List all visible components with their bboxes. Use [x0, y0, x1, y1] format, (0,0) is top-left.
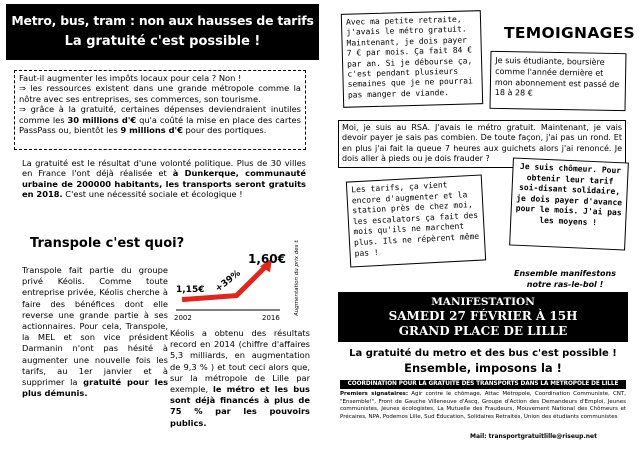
price-end-label: 1,60€	[248, 252, 286, 266]
testimony-escalators: Les tarifs, ça vient encore d'augmenter et la station près de chez moi, les escalators ça fait des mois qu'ils ne marchent plus. Ils ne répèrent même pas !	[346, 175, 486, 268]
testimony-rsa: Moi, je suis au RSA. J'avais le métro gratuit. Maintenant, je vais devoir payer je sais pas combien. De toute façon, j'ai pas un rond. Et en plus j'ai fait la queue 7 heures aux guichets alors j'ai renoncé. Je dois aller à pieds ou je dois frauder ?	[338, 120, 626, 168]
price-chart	[170, 240, 320, 322]
growth-label: +39%	[213, 268, 243, 295]
testimony-retiree: Avec ma petite retraite, j'avais le métro gratuit. Maintenant, je dois payer 7 € par mois. Ça fait 84 € par an. Si je débourse ça, c'est pendant plusieurs semaines que je ne pourrai pas manger de viande.	[341, 10, 483, 108]
chart-vertical-label: Augmentation du prix des tickets	[294, 240, 300, 316]
slogan: Ensemble manifestons notre ras-le-bol !	[514, 269, 616, 289]
contact-email[interactable]: Mail: transportgratuitlille@riseup.net	[470, 433, 597, 440]
testimony-unemployed: Je suis chômeur. Pour obtenir leur tarif soi-disant solidaire, je dois payer d'avance pour le mois. J'ai pas les moyens !	[509, 158, 629, 251]
year-start-label: 2002	[174, 314, 192, 322]
main-slogan	[338, 347, 628, 376]
price-start-label: 1,15€	[176, 285, 205, 295]
demo-line3: GRAND PLACE DE LILLE	[398, 324, 568, 338]
coordination-banner: COORDINATION POUR LA GRATUITÉ DES TRANSPORTS DANS LA MÉTROPOLE DE LILLE	[340, 380, 626, 389]
demonstration-banner	[338, 292, 628, 342]
main-slogan-line2: Ensemble, imposons la !	[404, 361, 562, 375]
intro-question: Faut-il augmenter les impôts locaux pour cela ? Non !	[19, 73, 242, 83]
price-chart-svg	[170, 240, 320, 322]
testimony-student: Je suis étudiante, boursière comme l'année dernière et mon abonnement est passé de 18 à 28 €	[490, 51, 627, 111]
transpole-subtitle: Transpole c'est quoi?	[30, 236, 185, 251]
main-title-banner	[6, 4, 319, 60]
main-title-line2: La gratuité c'est possible !	[64, 34, 261, 49]
demo-line2: SAMEDI 27 FÉVRIER À 15H	[388, 309, 578, 323]
intro-point1: ⇒ les ressources existent dans une grande métropole comme la nôtre avec ses entreprises, ses commerces, son tourisme.	[19, 83, 301, 104]
transpole-column-2: Kéolis a obtenu des résultats record en 2014 (chiffre d'affaires 5,3 milliards, en augmentation de 9,3 % ) et tout ceci alors que, sur la métropole de Lille par exemple, le métro et les bus sont déjà financés à plus de 75 % par les pouvoirs publics.	[170, 328, 310, 428]
demo-line1: MANIFESTATION	[431, 296, 535, 308]
intro-point2: ⇒ grâce à la gratuité, certaines dépenses deviendraient inutiles comme les 30 millions d'€ qu'a coûté la mise en place des cartes PassPass ou, bientôt les 9 millions d'€ pour des portiques.	[19, 104, 301, 136]
intro-box	[14, 70, 306, 150]
testimonies-title: TEMOIGNAGES	[504, 24, 635, 42]
year-end-label: 2016	[262, 314, 280, 322]
signatories: Premiers signataires: Agir contre le chômage, Attac Métropole, Coordination Communiste, CNT, "Ensemble!", Front de Gauche Villeneuve d'Ascq, Groupe d'Action des Demandeurs d'Emploi, Jeunes communistes, Jeunes écologistes, La Mutuelle des Fraudeurs, Mouvement National des Chômeurs et Précaires, NPA, Podemos Lille, Sud Education, Solidaires Retraités, Union des étudiants communistes	[340, 391, 627, 420]
gratuite-paragraph: La gratuité est le résultat d'une volonté politique. Plus de 30 villes en France l'ont déjà réalisée et à Dunkerque, communauté urbaine de 200000 habitants, les transports seront gratuits en 2018. C'est une nécessité sociale et écologique !	[22, 158, 306, 200]
transpole-column-1: Transpole fait partie du groupe privé Kéolis. Comme toute entreprise privée, Kéolis cherche à faire des bénéfices dont elle reverse une grande partie à ses actionnaires. Pour cela, Transpole, la MEL et son vice président Darmanin n'ont pas hésité à augmenter une nouvelle fois les tarifs, au 1er janvier et à supprimer la gratuité pour les plus démunis.	[22, 265, 169, 399]
main-title-line1: Metro, bus, tram : non aux hausses de tarifs	[11, 13, 314, 28]
main-slogan-line1: La gratuité du metro et des bus c'est possible !	[349, 348, 617, 359]
